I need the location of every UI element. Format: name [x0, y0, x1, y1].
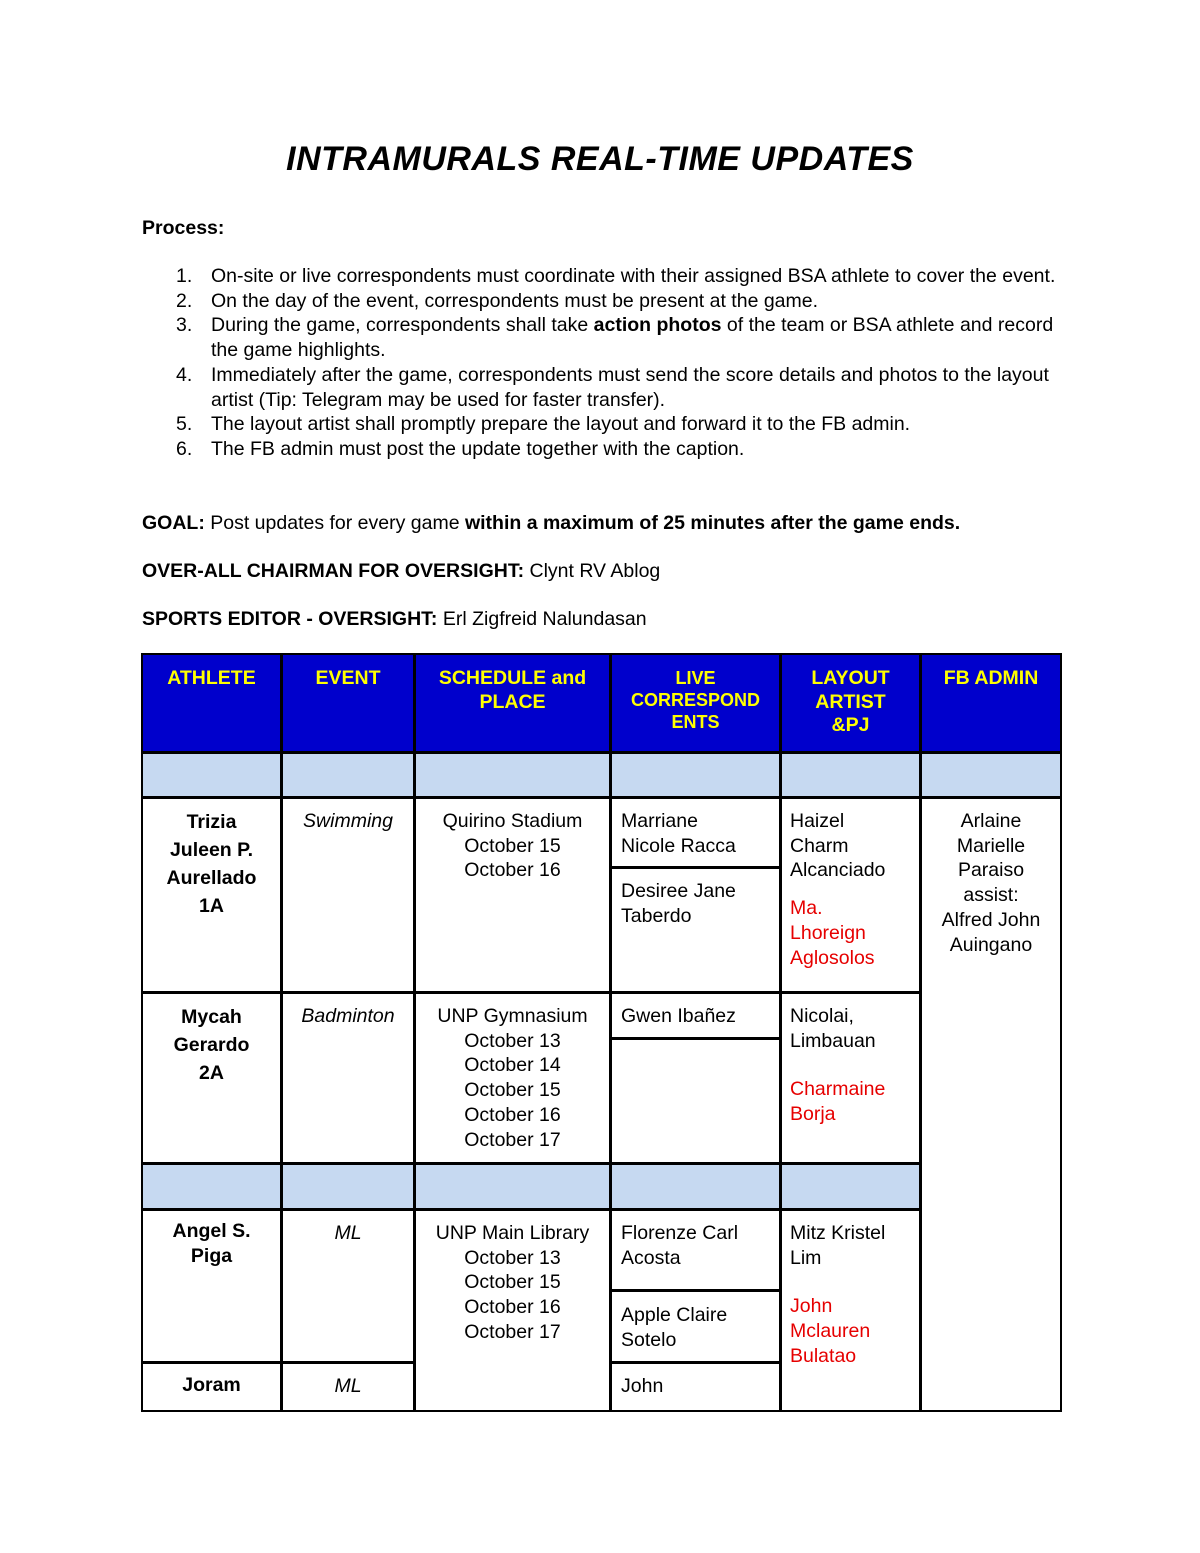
editor-value: Erl Zigfreid Nalundasan: [437, 608, 647, 630]
header-label: LIVE CORRESPOND ENTS: [630, 668, 760, 732]
band-cell: [283, 1165, 413, 1208]
step-text: The FB admin must post the update together with the caption.: [211, 437, 745, 460]
athlete-cell: Joram: [182, 1374, 241, 1396]
process-step: [142, 363, 1062, 412]
row-divider: [141, 796, 1062, 799]
correspondent-name-line: Florenze Carl: [621, 1222, 739, 1244]
band-cell: [922, 754, 1060, 796]
athlete-name-line: Mycah: [181, 1006, 242, 1028]
step-text: of the team or BSA athlete and record the game highlights.: [211, 314, 1054, 362]
fb-admin-cell: [922, 809, 1060, 957]
step-text: On-site or live correspondents must coordinate with their assigned BSA athlete to cover the event.: [211, 265, 1056, 287]
schedule-cell: [416, 809, 609, 883]
step-text: The layout artist shall promptly prepare the layout and forward it to the FB admin.: [211, 413, 911, 436]
header-schedule: [416, 655, 609, 751]
row-divider: [612, 1037, 782, 1040]
column-divider: [280, 653, 283, 1412]
pj-name-line: Mclauren: [790, 1320, 871, 1343]
column-divider: [919, 653, 922, 1412]
row-divider: [141, 991, 922, 994]
process-step: [142, 264, 1062, 289]
row-divider: [141, 1162, 922, 1165]
step-number: 2.: [176, 289, 193, 312]
process-step: [142, 289, 1062, 314]
step-number: 4.: [176, 363, 193, 386]
schedule-place: Quirino Stadium: [442, 810, 583, 832]
goal-text: Post updates for every game: [204, 512, 465, 534]
schedule-date: October 13: [464, 1029, 561, 1052]
schedule-date: October 17: [464, 1320, 561, 1343]
layout-artist-cell: [790, 1221, 918, 1369]
header-label: ATHLETE: [167, 667, 256, 689]
layout-artist-name-line: Limbauan: [790, 1029, 876, 1052]
step-number: 6.: [176, 437, 193, 460]
row-divider: [141, 1208, 922, 1211]
schedule-date: October 16: [464, 1296, 561, 1319]
row-divider: [141, 1361, 416, 1364]
layout-artist-name-line: Charm: [790, 834, 849, 857]
spacer: [790, 883, 918, 896]
row-divider: [612, 866, 782, 869]
layout-artist-name-line: Lim: [790, 1246, 822, 1269]
schedule-date: October 16: [464, 1103, 561, 1126]
schedule-place: UNP Gymnasium: [437, 1005, 588, 1027]
band-cell: [612, 754, 779, 796]
correspondent-name-line: Apple Claire: [621, 1304, 728, 1326]
header-live-correspondents: [612, 655, 779, 751]
layout-artist-name-line: Nicolai,: [790, 1005, 854, 1027]
header-label: FB ADMIN: [943, 667, 1039, 689]
fb-admin-assist-label: assist:: [963, 884, 1019, 907]
process-steps-list: [142, 264, 1062, 462]
event-cell: ML: [334, 1222, 362, 1244]
band-cell: [782, 1165, 919, 1208]
schedule-date: October 15: [464, 834, 561, 857]
pj-name-line: Borja: [790, 1103, 836, 1126]
schedule-date: October 13: [464, 1246, 561, 1269]
header-athlete: [143, 655, 280, 751]
spacer: [790, 1270, 918, 1294]
correspondent-name-line: Acosta: [621, 1246, 681, 1269]
layout-artist-name-line: Alcanciado: [790, 859, 886, 882]
correspondent-name-line: Desiree Jane: [621, 880, 736, 902]
athlete-section: 1A: [199, 895, 224, 917]
step-text: During the game, correspondents shall take: [211, 314, 594, 337]
correspondent-name-line: Gwen Ibañez: [621, 1005, 736, 1027]
live-correspondent-cell: [621, 1004, 776, 1029]
band-cell: [416, 754, 609, 796]
athlete-name-line: Angel S.: [172, 1220, 251, 1242]
band-cell: [143, 754, 280, 796]
table-border: [1060, 653, 1062, 1412]
process-step: [142, 412, 1062, 437]
correspondent-name-line: Sotelo: [621, 1328, 677, 1351]
column-divider: [609, 653, 612, 1412]
schedule-cell: [416, 1004, 609, 1152]
athlete-section: 2A: [199, 1062, 224, 1084]
fb-admin-name-line: Paraiso: [957, 859, 1025, 882]
schedule-place: UNP Main Library: [435, 1222, 590, 1244]
column-divider: [779, 653, 782, 1412]
live-correspondent-cell: [621, 1303, 776, 1352]
pj-name-line: Aglosolos: [790, 946, 875, 969]
row-divider: [612, 1289, 782, 1292]
live-correspondent-cell: John: [621, 1375, 664, 1397]
goal-label: GOAL:: [142, 512, 205, 534]
correspondent-name-line: Marriane: [621, 810, 698, 832]
layout-artist-name-line: Haizel: [790, 810, 845, 832]
band-cell: [283, 754, 413, 796]
layout-artist-cell: [790, 809, 918, 970]
header-label: SCHEDULE and PLACE: [438, 667, 587, 713]
band-cell: [143, 1165, 280, 1208]
editor-line: [142, 607, 647, 632]
process-step: [142, 313, 1062, 362]
live-correspondent-cell: [621, 879, 776, 928]
layout-artist-cell: [790, 1004, 918, 1127]
step-number: 1.: [176, 265, 193, 287]
chairman-label: OVER-ALL CHAIRMAN FOR OVERSIGHT:: [142, 560, 525, 582]
pj-name-line: Bulatao: [790, 1344, 857, 1367]
schedule-date: October 16: [464, 859, 561, 882]
band-cell: [416, 1165, 609, 1208]
goal-emphasis: within a maximum of 25 minutes after the game ends.: [464, 512, 961, 534]
schedule-cell: [416, 1221, 609, 1345]
pj-name-line: Ma.: [790, 897, 823, 920]
fb-admin-name-line: Arlaine: [960, 810, 1022, 832]
goal-line: [142, 511, 960, 536]
header-event: [283, 655, 413, 751]
schedule-date: October 15: [464, 1271, 561, 1294]
schedule-date: October 14: [464, 1054, 561, 1077]
athlete-name-line: Juleen P.: [169, 839, 254, 861]
row-divider: [612, 1361, 782, 1364]
header-layout-artist: [782, 655, 919, 751]
event-cell: Badminton: [301, 1005, 395, 1027]
band-cell: [782, 754, 919, 796]
correspondent-name-line: Nicole Racca: [621, 834, 736, 857]
assignment-table: [141, 653, 1062, 1412]
editor-label: SPORTS EDITOR - OVERSIGHT:: [142, 608, 438, 630]
step-number: 5.: [176, 413, 193, 436]
header-label: EVENT: [315, 667, 381, 689]
fb-admin-assist-name-line: Alfred John: [941, 908, 1041, 931]
event-cell: Swimming: [303, 810, 393, 832]
header-fb-admin: [922, 655, 1060, 751]
event-cell: ML: [334, 1375, 362, 1397]
athlete-cell: [143, 1219, 280, 1269]
athlete-name-line: Aurellado: [166, 867, 257, 889]
chairman-line: [142, 559, 660, 584]
step-text: Immediately after the game, correspondents must send the score details and photos to the layout artist (Tip: Telegram may be used for faster transfer).: [211, 363, 1049, 411]
athlete-name-line: Gerardo: [173, 1034, 250, 1056]
pj-name-line: John: [790, 1295, 833, 1318]
athlete-cell: [143, 808, 280, 920]
schedule-date: October 17: [464, 1128, 561, 1151]
document-title: INTRAMURALS REAL-TIME UPDATES: [286, 140, 914, 178]
pj-name-line: Lhoreign: [790, 921, 866, 944]
spacer: [790, 1053, 918, 1077]
row-divider: [141, 751, 1062, 754]
step-number: 3.: [176, 314, 193, 337]
band-cell: [612, 1165, 779, 1208]
athlete-name-line: Piga: [190, 1245, 233, 1267]
process-step: [142, 437, 1062, 462]
process-label: Process:: [142, 217, 225, 239]
fb-admin-assist-name-line: Auingano: [949, 933, 1033, 956]
step-emphasis: action photos: [593, 314, 722, 337]
athlete-cell: [143, 1003, 280, 1087]
chairman-value: Clynt RV Ablog: [524, 560, 661, 582]
live-correspondent-cell: [621, 809, 776, 858]
header-label: LAYOUT ARTIST &PJ: [811, 667, 890, 736]
athlete-name-line: Trizia: [186, 811, 237, 833]
pj-name-line: Charmaine: [790, 1078, 886, 1101]
step-text: On the day of the event, correspondents must be present at the game.: [211, 289, 819, 312]
correspondent-name-line: Taberdo: [621, 904, 692, 927]
live-correspondent-cell: [621, 1221, 776, 1270]
fb-admin-name-line: Marielle: [956, 834, 1026, 857]
schedule-date: October 15: [464, 1079, 561, 1102]
layout-artist-name-line: Mitz Kristel: [790, 1222, 886, 1244]
